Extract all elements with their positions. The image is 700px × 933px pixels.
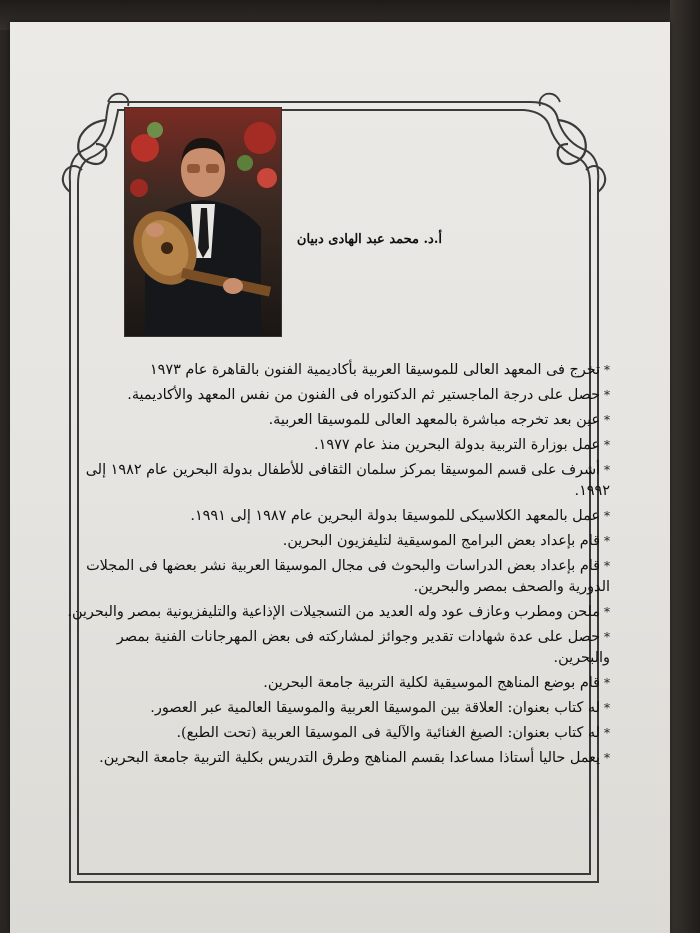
biography-text: ملحن ومطرب وعازف عود وله العديد من التسجيلات الإذاعية والتليفزيونية بمصر والبحرين. <box>67 604 600 620</box>
bullet-star: * <box>604 363 610 377</box>
biography-item <box>62 385 610 406</box>
biography-text: تخرج فى المعهد العالى للموسيقا العربية بأكاديمية الفنون بالقاهرة عام ١٩٧٣ <box>149 362 600 378</box>
book-back-cover <box>10 22 670 933</box>
bullet-star: * <box>604 605 610 619</box>
biography-item <box>62 723 610 744</box>
biography-item <box>62 698 610 719</box>
biography-text: يعمل حاليا أستاذا مساعدا بقسم المناهج وطرق التدريس بكلية التربية جامعة البحرين. <box>99 750 600 766</box>
bullet-star: * <box>604 676 610 690</box>
author-photo <box>124 107 282 337</box>
biography-item <box>62 460 610 502</box>
biography-text: له كتاب بعنوان: العلاقة بين الموسيقا العربية والموسيقا العالمية عبر العصور. <box>150 700 600 716</box>
background-edge <box>670 0 700 933</box>
biography-text: له كتاب بعنوان: الصيغ الغنائية والآلية فى الموسيقا العربية (تحت الطبع). <box>176 725 600 741</box>
bullet-star: * <box>604 559 610 573</box>
biography-item <box>62 556 610 598</box>
bullet-star: * <box>604 388 610 402</box>
bullet-star: * <box>604 463 610 477</box>
biography-text: قام بوضع المناهج الموسيقية لكلية التربية جامعة البحرين. <box>263 675 600 691</box>
biography-item <box>62 410 610 431</box>
bullet-star: * <box>604 726 610 740</box>
author-name: أ.د. محمد عبد الهادى دبيان <box>296 232 442 247</box>
biography-text: قام بإعداد بعض الدراسات والبحوث فى مجال الموسيقا العربية نشر بعضها فى المجلات الدورية والصحف بمصر والبحرين. <box>86 558 610 595</box>
biography-item <box>62 748 610 769</box>
biography-item <box>62 602 610 623</box>
bullet-star: * <box>604 630 610 644</box>
biography-text: حصل على درجة الماجستير ثم الدكتوراه فى الفنون من نفس المعهد والأكاديمية. <box>127 387 600 403</box>
biography-text: عمل بوزارة التربية بدولة البحرين منذ عام ١٩٧٧. <box>314 437 600 453</box>
biography-text: قام بإعداد بعض البرامج الموسيقية لتليفزيون البحرين. <box>282 533 600 549</box>
biography-item <box>62 531 610 552</box>
bullet-star: * <box>604 509 610 523</box>
biography-item <box>62 506 610 527</box>
biography-list <box>62 360 610 773</box>
biography-text: عمل بالمعهد الكلاسيكى للموسيقا بدولة البحرين عام ١٩٨٧ إلى ١٩٩١. <box>190 508 600 524</box>
biography-item <box>62 360 610 381</box>
biography-item <box>62 673 610 694</box>
biography-item <box>62 627 610 669</box>
bullet-star: * <box>604 534 610 548</box>
biography-text: حصل على عدة شهادات تقدير وجوائز لمشاركته فى بعض المهرجانات الفنية بمصر والبحرين. <box>116 629 610 666</box>
biography-item <box>62 435 610 456</box>
bullet-star: * <box>604 701 610 715</box>
bullet-star: * <box>604 413 610 427</box>
biography-text: أشرف على قسم الموسيقا بمركز سلمان الثقافى للأطفال بدولة البحرين عام ١٩٨٢ إلى ١٩٩٢. <box>85 462 610 499</box>
bullet-star: * <box>604 438 610 452</box>
biography-text: عين بعد تخرجه مباشرة بالمعهد العالى للموسيقا العربية. <box>268 412 600 428</box>
bullet-star: * <box>604 751 610 765</box>
